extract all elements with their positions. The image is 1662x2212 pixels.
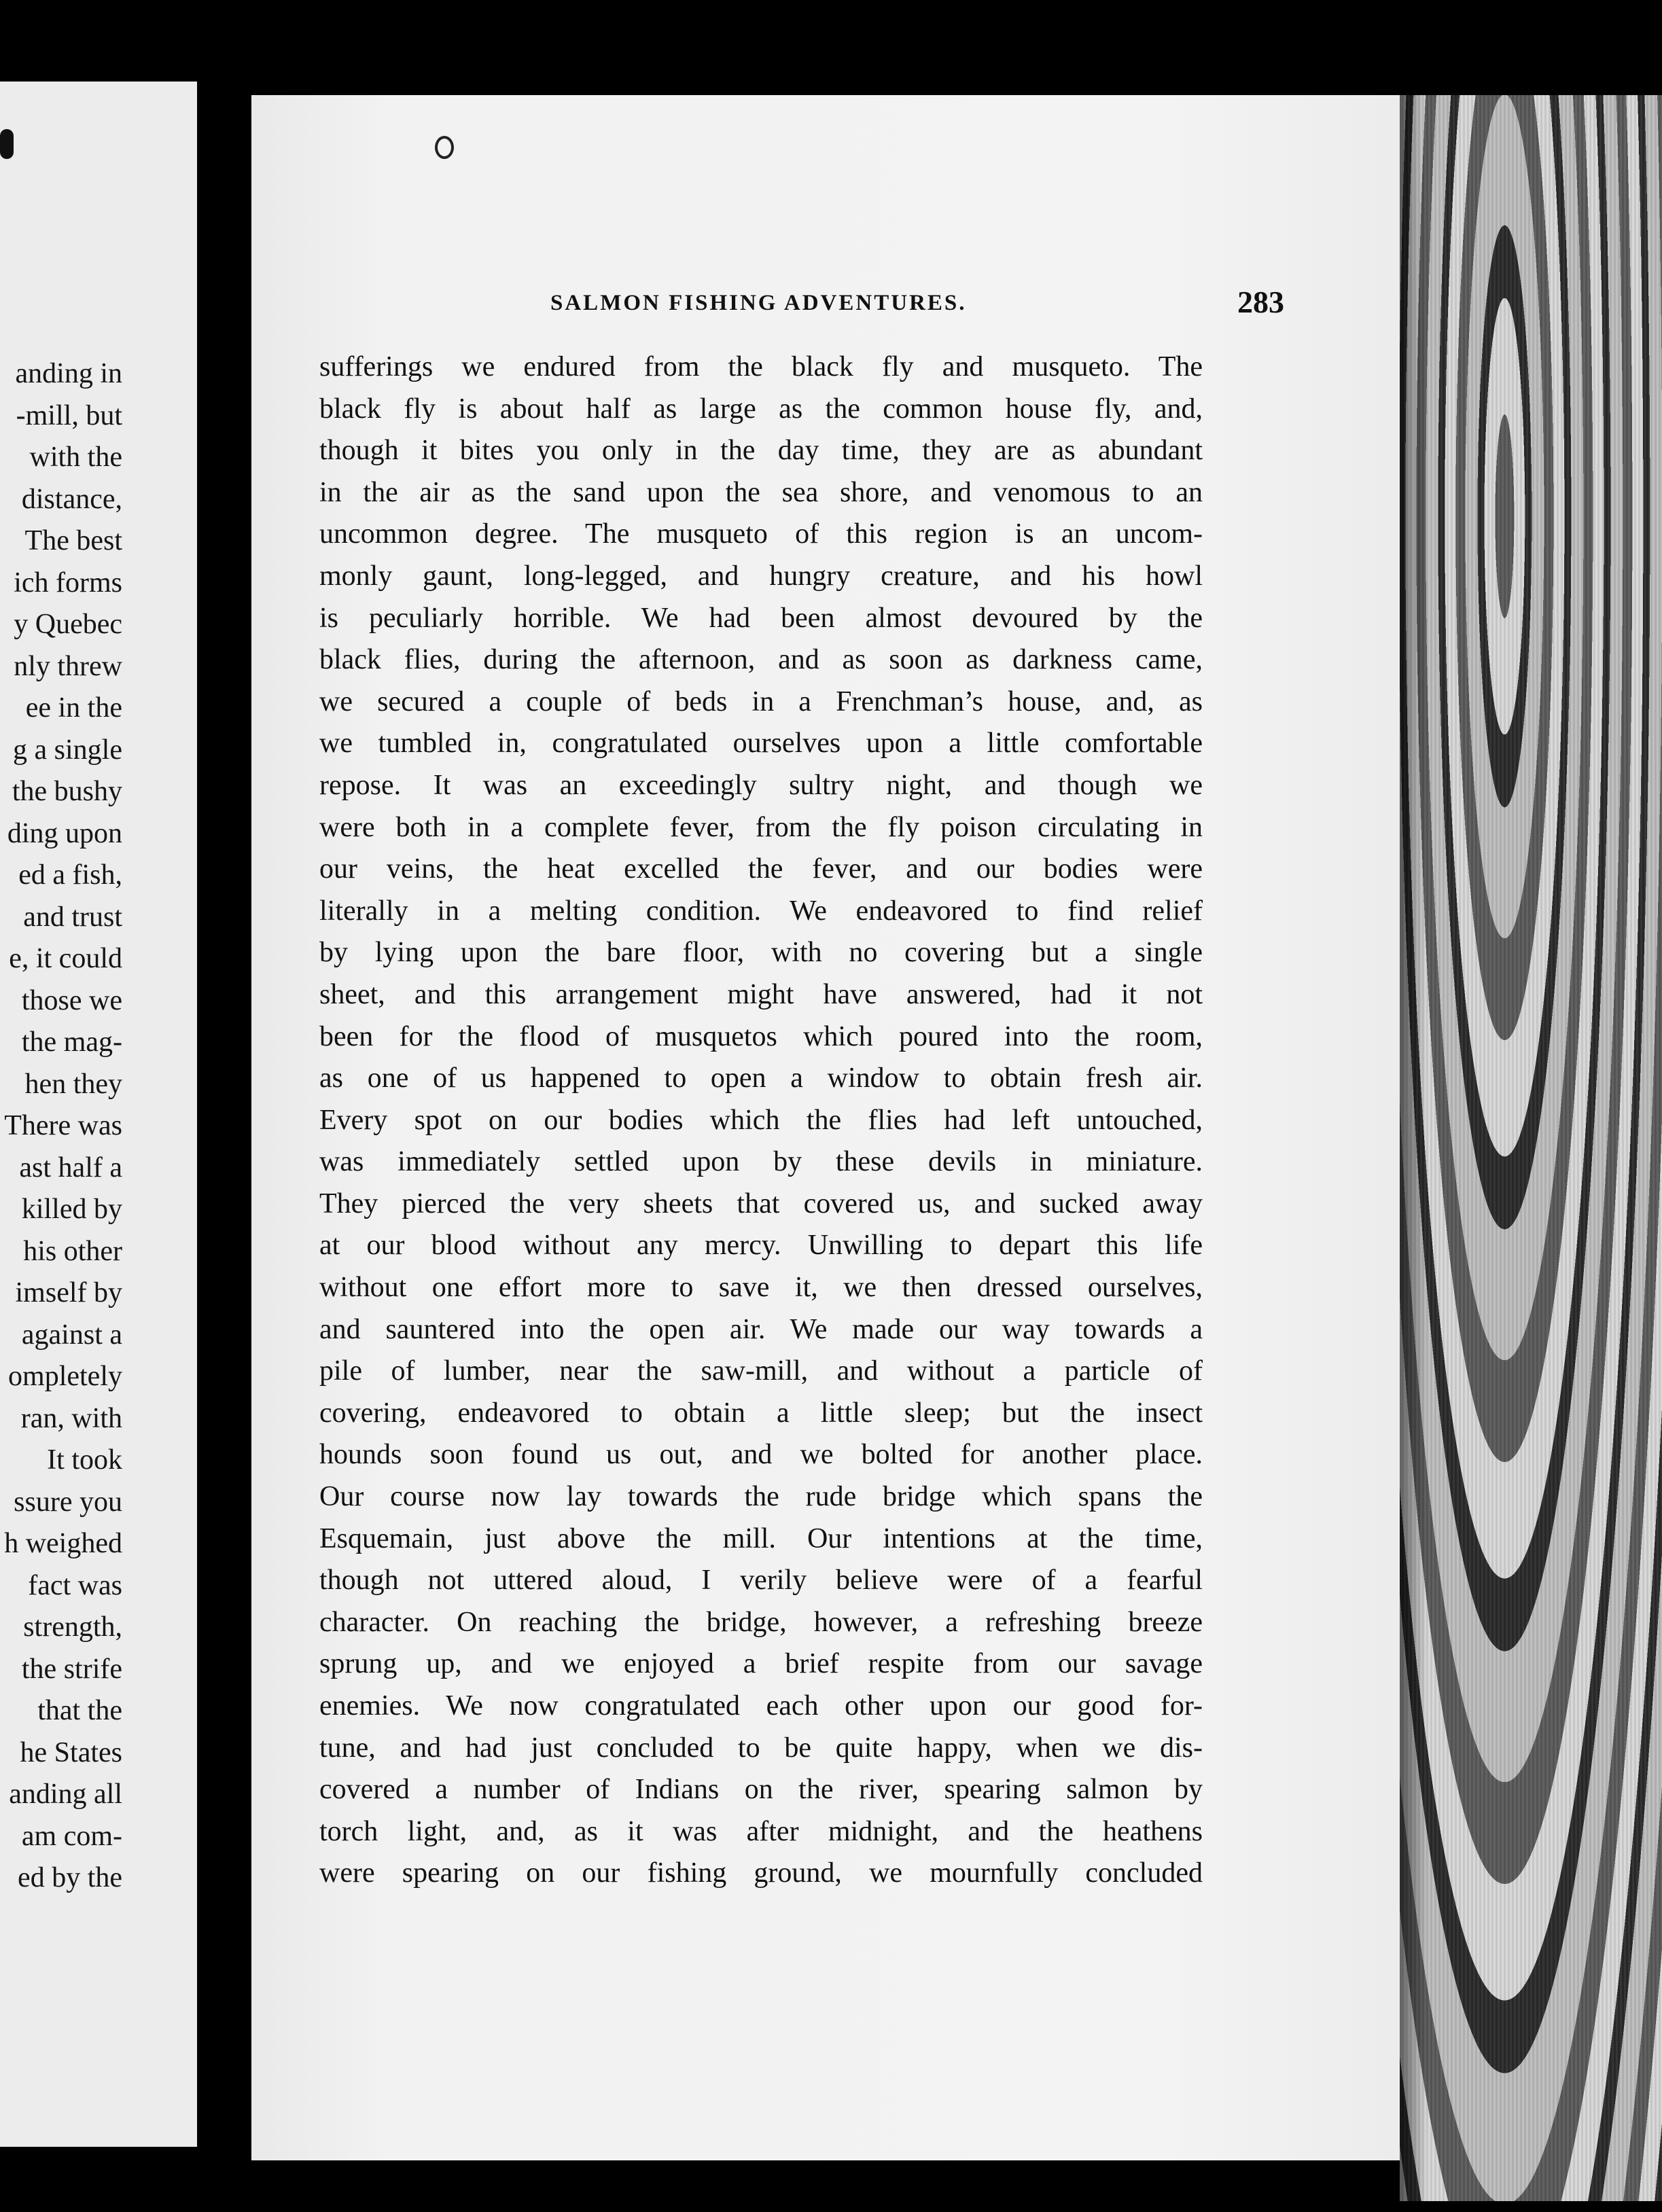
gutter-shadow bbox=[1400, 95, 1427, 2201]
text-line: monly gaunt, long-legged, and hungry creature, and his howl bbox=[319, 560, 1203, 592]
text-line: torch light, and, as it was after midnight, and the heathens bbox=[319, 1815, 1203, 1847]
facing-text-line: ast half a bbox=[19, 1152, 122, 1183]
facing-text-line: ran, with bbox=[20, 1402, 122, 1434]
facing-text-line: ding upon bbox=[7, 817, 122, 849]
facing-text-line: h weighed bbox=[4, 1528, 122, 1559]
text-line: is peculiarly horrible. We had been almost devoured by the bbox=[319, 602, 1203, 634]
facing-text-line: the bushy bbox=[12, 776, 122, 807]
text-line: tune, and had just concluded to be quite happy, when we dis- bbox=[319, 1732, 1203, 1764]
text-line: were both in a complete fever, from the fly poison circulating in bbox=[319, 811, 1203, 843]
facing-text-line: ee in the bbox=[25, 692, 122, 724]
text-line: sheet, and this arrangement might have answered, had it not bbox=[319, 978, 1203, 1010]
facing-text-line: with the bbox=[29, 442, 122, 473]
text-line: covering, endeavored to obtain a little sleep; but the insect bbox=[319, 1397, 1203, 1429]
text-line: and sauntered into the open air. We made our way towards a bbox=[319, 1313, 1203, 1345]
text-line: sufferings we endured from the black fly and musqueto. The bbox=[319, 351, 1203, 382]
text-line: in the air as the sand upon the sea shore, and venomous to an bbox=[319, 476, 1203, 508]
facing-text-line: killed by bbox=[21, 1194, 122, 1225]
facing-text-line: It took bbox=[47, 1444, 122, 1476]
page-mark bbox=[0, 129, 14, 159]
facing-page-text bbox=[0, 353, 122, 1899]
text-line: covered a number of Indians on the river, spearing salmon by bbox=[319, 1774, 1203, 1806]
text-line: at our blood without any mercy. Unwilling to depart this life bbox=[319, 1230, 1203, 1262]
text-line: black flies, during the afternoon, and as soon as darkness came, bbox=[319, 644, 1203, 676]
facing-text-line: ed by the bbox=[18, 1862, 122, 1893]
text-line: character. On reaching the bridge, however, a refreshing breeze bbox=[319, 1606, 1203, 1638]
text-line: were spearing on our fishing ground, we mournfully concluded bbox=[319, 1857, 1203, 1889]
facing-text-line: the strife bbox=[21, 1653, 122, 1685]
facing-text-line: ed a fish, bbox=[18, 859, 122, 891]
facing-text-line: imself by bbox=[15, 1277, 122, 1308]
text-line: without one effort more to save it, we then dressed ourselves, bbox=[319, 1272, 1203, 1304]
facing-text-line: am com- bbox=[21, 1820, 122, 1852]
text-line: uncommon degree. The musqueto of this region is an uncom- bbox=[319, 518, 1203, 550]
facing-text-line: strength, bbox=[23, 1611, 122, 1643]
facing-text-line: anding in bbox=[15, 358, 122, 389]
text-line: They pierced the very sheets that covered us, and sucked away bbox=[319, 1188, 1203, 1219]
text-line: as one of us happened to open a window to obtain fresh air. bbox=[319, 1063, 1203, 1094]
facing-text-line: ssure you bbox=[14, 1486, 122, 1518]
facing-text-line: and trust bbox=[23, 901, 122, 933]
facing-text-line: distance, bbox=[21, 483, 122, 515]
text-line: Our course now lay towards the rude bridge which spans the bbox=[319, 1481, 1203, 1513]
facing-text-line: y Quebec bbox=[14, 609, 122, 640]
text-line: repose. It was an exceedingly sultry night, and though we bbox=[319, 769, 1203, 801]
text-line: literally in a melting condition. We endeavored to find relief bbox=[319, 895, 1203, 927]
text-line: been for the flood of musquetos which poured into the room, bbox=[319, 1020, 1203, 1052]
facing-text-line: nly threw bbox=[14, 650, 122, 682]
text-line: black fly is about half as large as the common house fly, and, bbox=[319, 393, 1203, 425]
body-text bbox=[319, 346, 1203, 1895]
text-line: though it bites you only in the day time, they are as abundant bbox=[319, 435, 1203, 467]
facing-text-line: he States bbox=[20, 1736, 122, 1768]
facing-text-line: hen they bbox=[24, 1068, 122, 1100]
running-header bbox=[326, 284, 1284, 325]
facing-text-line: e, it could bbox=[9, 943, 122, 974]
marbled-edge bbox=[1400, 95, 1662, 2201]
text-line: pile of lumber, near the saw-mill, and without a particle of bbox=[319, 1355, 1203, 1387]
facing-page bbox=[0, 82, 197, 2147]
text-line: Esquemain, just above the mill. Our intentions at the time, bbox=[319, 1522, 1203, 1554]
page-mark bbox=[435, 136, 454, 159]
text-line: we tumbled in, congratulated ourselves upon a little comfortable bbox=[319, 728, 1203, 760]
facing-text-line: anding all bbox=[9, 1779, 122, 1810]
facing-text-line: that the bbox=[37, 1695, 122, 1726]
facing-text-line: The best bbox=[24, 525, 122, 556]
text-line: though not uttered aloud, I verily believe were of a fearful bbox=[319, 1565, 1203, 1596]
page-number: 283 bbox=[1237, 285, 1284, 319]
running-title: SALMON FISHING ADVENTURES. bbox=[550, 291, 967, 315]
facing-text-line: the mag- bbox=[21, 1027, 122, 1058]
text-line: hounds soon found us out, and we bolted for another place. bbox=[319, 1439, 1203, 1471]
text-line: was immediately settled upon by these devils in miniature. bbox=[319, 1146, 1203, 1178]
text-line: enemies. We now congratulated each other upon our good for- bbox=[319, 1690, 1203, 1722]
text-line: our veins, the heat excelled the fever, and our bodies were bbox=[319, 853, 1203, 885]
facing-text-line: ich forms bbox=[14, 567, 122, 599]
book-page bbox=[251, 95, 1400, 2160]
facing-text-line: his other bbox=[23, 1235, 122, 1267]
text-line: Every spot on our bodies which the flies had left untouched, bbox=[319, 1104, 1203, 1136]
text-line: by lying upon the bare floor, with no covering but a single bbox=[319, 937, 1203, 969]
facing-text-line: -mill, but bbox=[16, 399, 122, 431]
text-line: sprung up, and we enjoyed a brief respite from our savage bbox=[319, 1648, 1203, 1680]
facing-text-line: those we bbox=[21, 984, 122, 1016]
facing-text-line: fact was bbox=[28, 1569, 122, 1601]
facing-text-line: ompletely bbox=[8, 1361, 122, 1392]
text-line: we secured a couple of beds in a Frenchman’s house, and, as bbox=[319, 685, 1203, 717]
facing-text-line: There was bbox=[4, 1110, 122, 1141]
facing-text-line: against a bbox=[21, 1319, 122, 1351]
facing-text-line: g a single bbox=[13, 734, 122, 766]
